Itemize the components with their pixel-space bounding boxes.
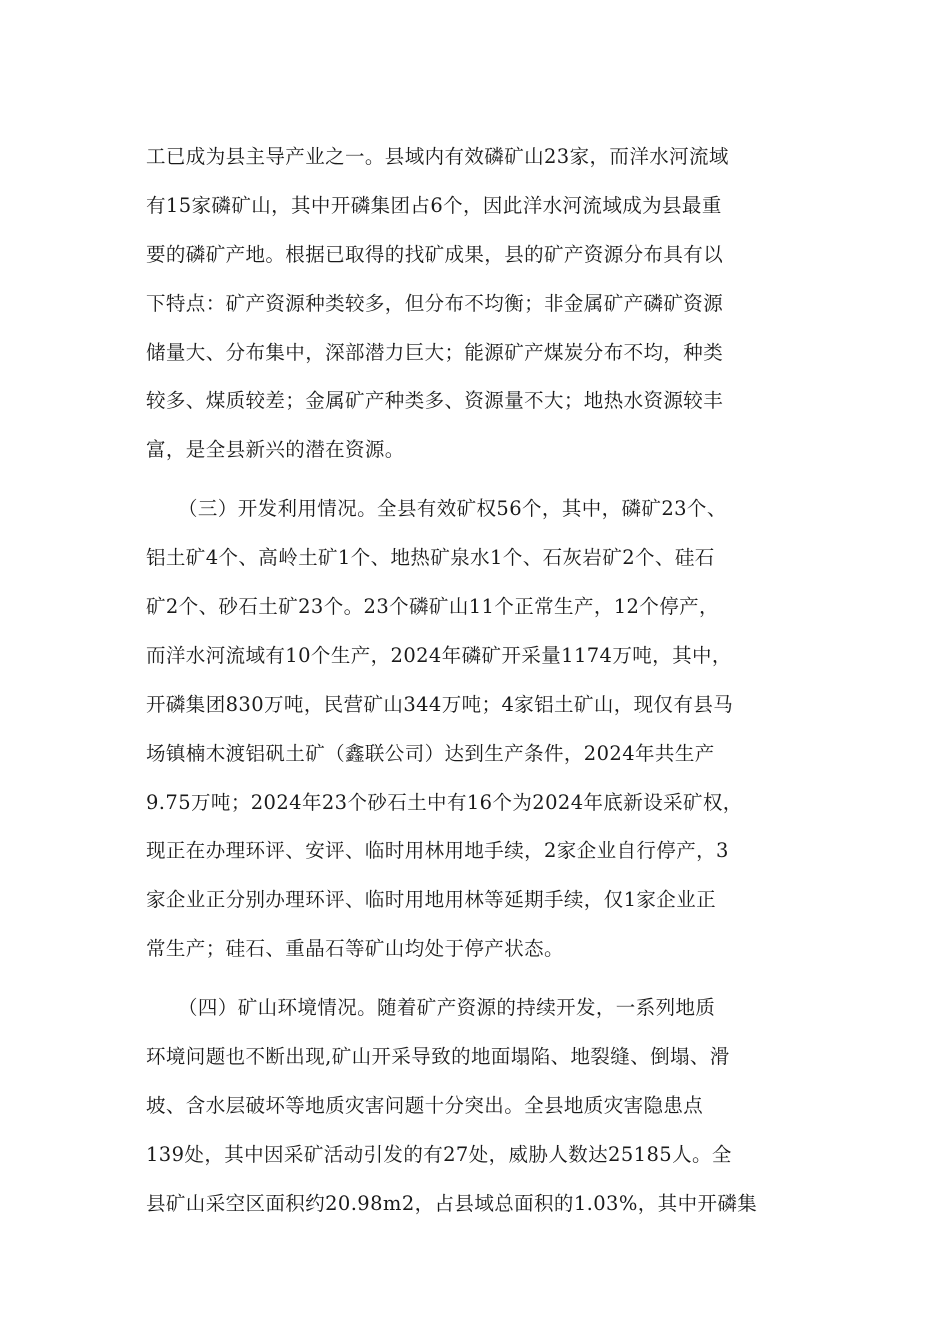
text-line: 要的磷矿产地。根据已取得的找矿成果，县的矿产资源分布具有以 [146, 242, 724, 266]
text-line: 富，是全县新兴的潜在资源。 [146, 438, 405, 462]
text-line: 现正在办理环评、安评、临时用林用地手续，2家企业自行停产，3 [146, 839, 729, 863]
text-line: 场镇楠木渡铝矾土矿（鑫联公司）达到生产条件，2024年共生产 [146, 741, 715, 765]
text-line: 有15家磷矿山，其中开磷集团占6个，因此洋水河流域成为县最重 [146, 193, 722, 217]
text-line: 坡、含水层破坏等地质灾害问题十分突出。全县地质灾害隐患点 [146, 1093, 704, 1117]
paragraph-development-utilization [146, 485, 826, 974]
text-line: 工已成为县主导产业之一。县域内有效磷矿山23家，而洋水河流域 [146, 145, 729, 168]
text-line: 县矿山采空区面积约20.98m2，占县域总面积的1.03%，其中开磷集 [146, 1191, 758, 1215]
paragraph-gap [146, 974, 826, 984]
text-line: 储量大、分布集中，深部潜力巨大；能源矿产煤炭分布不均，种类 [146, 340, 724, 364]
paragraph-gap [146, 475, 826, 485]
text-line: （三）开发利用情况。全县有效矿权56个，其中，磷矿23个、 [178, 497, 727, 521]
text-line: （四）矿山环境情况。随着矿产资源的持续开发，一系列地质 [178, 996, 716, 1020]
paragraph-mineral-distribution [146, 133, 826, 475]
text-line: 9.75万吨；2024年23个砂石土中有16个为2024年底新设采矿权， [146, 790, 743, 814]
text-line: 下特点：矿产资源种类较多，但分布不均衡；非金属矿产磷矿资源 [146, 291, 724, 315]
text-line: 家企业正分别办理环评、临时用地用林等延期手续，仅1家企业正 [146, 888, 717, 912]
text-line: 较多、煤质较差；金属矿产种类多、资源量不大；地热水资源较丰 [146, 389, 724, 413]
text-line: 开磷集团830万吨，民营矿山344万吨；4家铝土矿山，现仅有县马 [146, 692, 734, 716]
paragraph-mine-environment [146, 984, 826, 1228]
text-line: 常生产；硅石、重晶石等矿山均处于停产状态。 [146, 937, 564, 961]
text-line: 铝土矿4个、高岭土矿1个、地热矿泉水1个、石灰岩矿2个、硅石 [146, 546, 715, 570]
text-line: 而洋水河流域有10个生产，2024年磷矿开采量1174万吨，其中， [146, 643, 732, 667]
text-line: 139处，其中因采矿活动引发的有27处，威胁人数达25185人。全 [146, 1142, 732, 1166]
text-line: 矿2个、砂石土矿23个。23个磷矿山11个正常生产，12个停产， [146, 595, 719, 619]
document-body [146, 133, 826, 1229]
text-line: 环境问题也不断出现,矿山开采导致的地面塌陷、地裂缝、倒塌、滑 [146, 1045, 730, 1069]
